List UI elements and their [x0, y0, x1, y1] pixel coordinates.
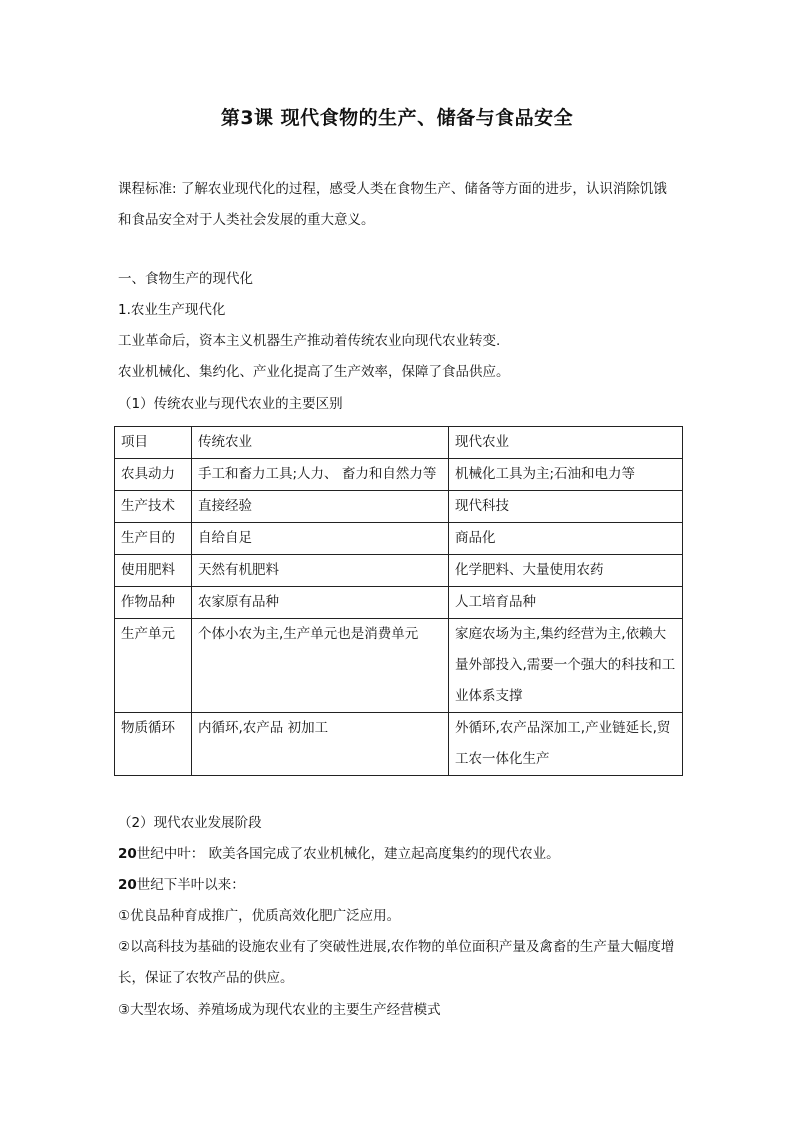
table-cell: 生产技术: [115, 491, 192, 523]
table-cell: 使用肥料: [115, 555, 192, 587]
stage-text: 世纪中叶： 欧美各国完成了农业机械化，建立起高度集约的现代农业。: [136, 846, 560, 862]
table-cell: 人工培育品种: [449, 587, 683, 619]
table-cell: 机械化工具为主;石油和电力等: [449, 459, 683, 491]
stage-text: 世纪下半叶以来：: [136, 877, 245, 893]
table-header-cell: 传统农业: [192, 427, 449, 459]
table-cell: 化学肥料、大量使用农药: [449, 555, 683, 587]
table-row: [115, 523, 683, 555]
table-row: [115, 619, 683, 713]
table-row: [115, 459, 683, 491]
stage-lead-number: 20: [118, 877, 137, 893]
point-two: ②以高科技为基础的设施农业有了突破性进展,农作物的单位面积产量及禽畜的生产量大幅度增长，保证了农牧产品的供应。: [118, 939, 675, 986]
table-row: [115, 491, 683, 523]
section-heading: 一、食物生产的现代化: [118, 271, 253, 287]
table-cell: 内循环,农产品 初加工: [192, 713, 449, 776]
table-cell: 手工和畜力工具;人力、 畜力和自然力等: [192, 459, 449, 491]
table-cell: 农具动力: [115, 459, 192, 491]
table-cell: 家庭农场为主,集约经营为主,依赖大量外部投入,需要一个强大的科技和工业体系支撑: [449, 619, 683, 713]
table-header-cell: 项目: [115, 427, 192, 459]
table-cell: 外循环,农产品深加工,产业链延长,贸工农一体化生产: [449, 713, 683, 776]
page-title: 第3课 现代食物的生产、储备与食品安全: [220, 107, 574, 129]
point-one: ①优良品种育成推广，优质高效化肥广泛应用。: [118, 908, 401, 924]
stages-caption: （2）现代农业发展阶段: [118, 815, 262, 831]
table-cell: 作物品种: [115, 587, 192, 619]
table-cell: 个体小农为主,生产单元也是消费单元: [192, 619, 449, 713]
table-cell: 商品化: [449, 523, 683, 555]
table-cell: 农家原有品种: [192, 587, 449, 619]
table-row: [115, 587, 683, 619]
table-cell: 物质循环: [115, 713, 192, 776]
table-cell: 自给自足: [192, 523, 449, 555]
stage-lead-number: 20: [118, 846, 137, 862]
table-cell: 直接经验: [192, 491, 449, 523]
table-cell: 生产目的: [115, 523, 192, 555]
table-cell: 现代科技: [449, 491, 683, 523]
table-row: [115, 713, 683, 776]
paragraph-modernization: 农业机械化、集约化、产业化提高了生产效率，保障了食品供应。: [118, 364, 510, 380]
paragraph-industrial: 工业革命后，资本主义机器生产推动着传统农业向现代农业转变.: [118, 333, 501, 349]
course-standard: 课程标准: 了解农业现代化的过程，感受人类在食物生产、储备等方面的进步，认识消除饥饿和食品安全对于人类社会发展的重大意义。: [118, 181, 667, 228]
subsection-heading: 1.农业生产现代化: [118, 302, 226, 318]
comparison-table: [114, 426, 683, 776]
table-header-row: [115, 427, 683, 459]
table-cell: 天然有机肥料: [192, 555, 449, 587]
table-row: [115, 555, 683, 587]
table-caption: （1）传统农业与现代农业的主要区别: [118, 396, 343, 412]
table-header-cell: 现代农业: [449, 427, 683, 459]
table-cell: 生产单元: [115, 619, 192, 713]
stage-mid-century: [118, 839, 678, 870]
point-three: ③大型农场、养殖场成为现代农业的主要生产经营模式: [118, 1002, 441, 1018]
stage-late-century: [118, 870, 678, 901]
